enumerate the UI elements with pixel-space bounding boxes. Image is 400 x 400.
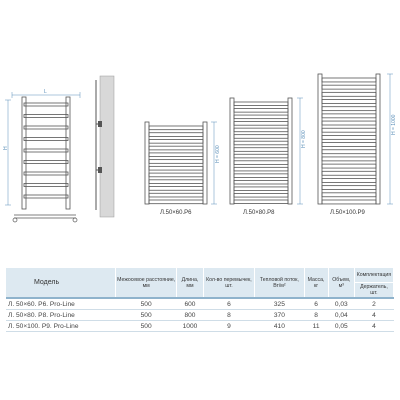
rail bbox=[149, 133, 203, 137]
rail bbox=[322, 78, 376, 82]
rail bbox=[322, 164, 376, 168]
rail bbox=[149, 193, 203, 197]
rail bbox=[322, 150, 376, 154]
rail bbox=[234, 135, 288, 139]
header-heat: Тепловой поток, Вт/м² bbox=[255, 268, 304, 298]
cell-heat: 325 bbox=[255, 298, 304, 310]
rail bbox=[322, 178, 376, 182]
rail bbox=[24, 149, 68, 152]
rail bbox=[322, 107, 376, 111]
cell-model: Л. 50×80. Р8. Pro-Line bbox=[6, 310, 116, 321]
front-width-label: L bbox=[44, 89, 47, 95]
rail bbox=[24, 172, 68, 175]
rail bbox=[234, 128, 288, 132]
rail bbox=[322, 121, 376, 125]
table-row bbox=[6, 310, 394, 321]
header-bars: Кол-во перемычек, шт. bbox=[203, 268, 255, 298]
rail bbox=[234, 187, 288, 191]
header-volume: Объем, м³ bbox=[328, 268, 354, 298]
rail bbox=[234, 148, 288, 152]
rail bbox=[24, 115, 68, 118]
model-1-dim: H = 600 bbox=[215, 145, 221, 163]
cell-mass: 6 bbox=[304, 298, 328, 310]
table-row bbox=[6, 298, 394, 310]
rail bbox=[149, 139, 203, 143]
rail bbox=[24, 195, 68, 198]
top-view-drawing bbox=[13, 215, 77, 222]
rail bbox=[149, 160, 203, 164]
rail bbox=[149, 173, 203, 177]
cell-bars: 9 bbox=[203, 321, 255, 332]
model-2-caption: Л.50×80.Р8 bbox=[243, 210, 275, 216]
header-holder: Держатель, шт. bbox=[354, 283, 393, 299]
rail bbox=[234, 161, 288, 165]
rail bbox=[24, 103, 68, 106]
front-height-label: H bbox=[3, 146, 9, 150]
cell-heat: 370 bbox=[255, 310, 304, 321]
rail bbox=[234, 154, 288, 158]
rail bbox=[322, 171, 376, 175]
header-model: Модель bbox=[6, 268, 116, 298]
rail bbox=[234, 102, 288, 106]
rail bbox=[322, 193, 376, 197]
cell-heat: 410 bbox=[255, 321, 304, 332]
rail bbox=[234, 141, 288, 145]
rail bbox=[234, 193, 288, 197]
model-2-drawing bbox=[230, 98, 303, 204]
rail bbox=[24, 138, 68, 141]
rail bbox=[24, 126, 68, 129]
header-spacing: Межосевое расстояние, мм bbox=[116, 268, 177, 298]
rail bbox=[322, 200, 376, 204]
rail bbox=[234, 200, 288, 204]
rail bbox=[234, 167, 288, 171]
rail bbox=[149, 187, 203, 191]
rail bbox=[234, 180, 288, 184]
rail bbox=[322, 128, 376, 132]
model-3-drawing bbox=[318, 74, 393, 204]
cell-spacing: 500 bbox=[116, 310, 177, 321]
rail bbox=[149, 166, 203, 170]
cell-width: 600 bbox=[177, 298, 203, 310]
rail bbox=[149, 146, 203, 150]
rail bbox=[234, 122, 288, 126]
table-row bbox=[6, 321, 394, 332]
rail bbox=[322, 100, 376, 104]
rail bbox=[322, 186, 376, 190]
cell-volume: 0,04 bbox=[328, 310, 354, 321]
rail bbox=[24, 161, 68, 164]
cell-model: Л. 50×100. Р9. Pro-Line bbox=[6, 321, 116, 332]
cell-holder: 4 bbox=[354, 310, 393, 321]
rail bbox=[149, 126, 203, 130]
cell-model: Л. 50×60. Р6. Pro-Line bbox=[6, 298, 116, 310]
rail bbox=[322, 143, 376, 147]
header-kit: Комплектация bbox=[354, 268, 393, 283]
cell-width: 1000 bbox=[177, 321, 203, 332]
cell-bars: 6 bbox=[203, 298, 255, 310]
rail bbox=[149, 180, 203, 184]
cell-spacing: 500 bbox=[116, 298, 177, 310]
header-mass: Масса, кг bbox=[304, 268, 328, 298]
front-view-drawing bbox=[22, 97, 70, 209]
cell-volume: 0,03 bbox=[328, 298, 354, 310]
cell-width: 800 bbox=[177, 310, 203, 321]
rail bbox=[322, 157, 376, 161]
model-3-caption: Л.50×100.Р9 bbox=[330, 210, 365, 216]
rail bbox=[322, 85, 376, 89]
cell-mass: 8 bbox=[304, 310, 328, 321]
header-width: Длина, мм bbox=[177, 268, 203, 298]
cell-volume: 0,05 bbox=[328, 321, 354, 332]
rail bbox=[234, 174, 288, 178]
rail bbox=[24, 184, 68, 187]
side-view-drawing bbox=[96, 76, 114, 217]
model-1-caption: Л.50×60.Р6 bbox=[160, 210, 192, 216]
model-3-dim: H = 1000 bbox=[391, 114, 397, 135]
rail bbox=[234, 115, 288, 119]
cell-holder: 2 bbox=[354, 298, 393, 310]
rail bbox=[322, 114, 376, 118]
cell-bars: 8 bbox=[203, 310, 255, 321]
model-1-drawing bbox=[145, 122, 217, 204]
rail bbox=[149, 200, 203, 204]
rail bbox=[234, 109, 288, 113]
model-2-dim: H = 800 bbox=[301, 130, 307, 148]
cell-holder: 4 bbox=[354, 321, 393, 332]
rail bbox=[322, 92, 376, 96]
cell-spacing: 500 bbox=[116, 321, 177, 332]
spec-table bbox=[6, 268, 394, 332]
cell-mass: 11 bbox=[304, 321, 328, 332]
rail bbox=[149, 153, 203, 157]
front-dim-height bbox=[5, 100, 11, 205]
rail bbox=[322, 135, 376, 139]
